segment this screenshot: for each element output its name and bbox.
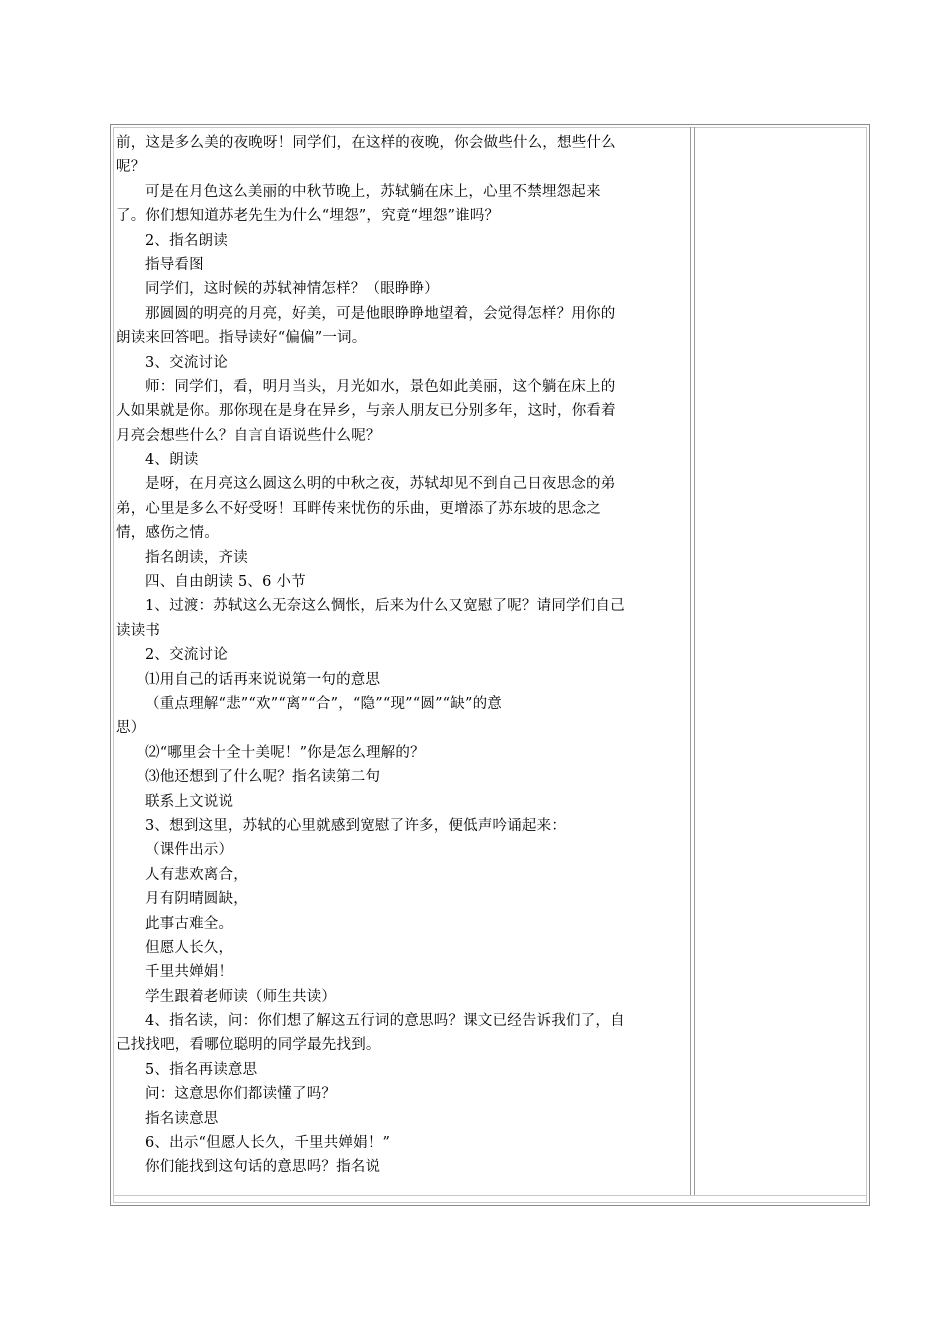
text-line: 6、出示“但愿人长久，千里共婵娟！”: [145, 1135, 391, 1152]
table-bottom-rule: [113, 1195, 867, 1196]
text-line: 问：这意思你们都读懂了吗？: [145, 1086, 337, 1103]
text-line: ⑶他还想到了什么呢？指名读第二句: [145, 769, 381, 786]
text-line: 你们能找到这句话的意思吗？指名说: [145, 1159, 381, 1176]
text-line: 5、指名再读意思: [145, 1061, 258, 1078]
text-line: 此事古难全。: [145, 915, 234, 932]
text-line: ⑴用自己的话再来说说第一句的意思: [145, 671, 381, 688]
text-line: 3、交流讨论: [145, 354, 228, 371]
text-line: 己找找吧，看哪位聪明的同学最先找到。: [116, 1037, 381, 1054]
text-line: 思）: [116, 720, 146, 737]
text-line: 朗读来回答吧。指导读好“偏偏”一词。: [116, 330, 367, 347]
text-line: 4、朗读: [145, 452, 199, 469]
text-line: 前，这是多么美的夜晚呀！同学们，在这样的夜晚，你会做些什么，想些什么: [116, 135, 616, 151]
text-line: 人如果就是你。那你现在是身在异乡，与亲人朋友已分别多年，这时，你看着: [116, 403, 616, 420]
text-line: 四、自由朗读 5、6 小节: [145, 574, 306, 591]
text-line: 呢？: [116, 159, 146, 176]
text-line: （重点理解“悲”“欢”“离”“合”，“隐”“现”“圆”“缺”的意: [145, 695, 503, 712]
text-line: 1、过渡：苏轼这么无奈这么惆怅，后来为什么又宽慰了呢？请同学们自己: [145, 598, 625, 615]
text-line: 情，感伤之情。: [116, 525, 219, 542]
text-line: 3、想到这里，苏轼的心里就感到宽慰了许多，便低声吟诵起来：: [145, 817, 567, 834]
text-line: 4、指名读，问：你们想了解这五行词的意思吗？课文已经告诉我们了，自: [145, 1013, 625, 1030]
text-line: 师：同学们，看，明月当头，月光如水，景色如此美丽，这个躺在床上的: [145, 378, 616, 395]
text-line: 人有悲欢离合，: [145, 866, 248, 883]
text-line: ⑵“哪里会十全十美呢！”你是怎么理解的？: [145, 744, 425, 761]
notes-cell: [695, 127, 867, 1195]
text-line: 月有阴晴圆缺，: [145, 891, 248, 908]
text-line: 2、指名朗读: [145, 232, 228, 249]
text-line: 2、交流讨论: [145, 647, 228, 664]
text-line: 同学们，这时候的苏轼神情怎样？（眼睁睁）: [145, 281, 439, 298]
text-line: 联系上文说说: [145, 793, 234, 810]
text-line: 千里共婵娟！: [145, 964, 234, 981]
text-line: 但愿人长久，: [145, 939, 234, 956]
text-line: 了。你们想知道苏老先生为什么“埋怨”，究竟“埋怨”谁吗？: [116, 208, 500, 225]
text-line: 可是在月色这么美丽的中秋节晚上，苏轼躺在床上，心里不禁埋怨起来: [145, 183, 601, 200]
text-line: 读读书: [116, 622, 161, 639]
text-line: （课件出示）: [145, 842, 234, 859]
text-line: 那圆圆的明亮的月亮，好美，可是他眼睁睁地望着，会觉得怎样？用你的: [145, 305, 616, 322]
text-line: 月亮会想些什么？自言自语说些什么呢？: [116, 427, 381, 444]
text-line: 是呀，在月亮这么圆这么明的中秋之夜，苏轼却见不到自己日夜思念的弟: [145, 476, 616, 493]
text-line: 学生跟着老师读（师生共读）: [145, 988, 337, 1005]
text-line: 指导看图: [145, 256, 204, 273]
text-line: 指名朗读，齐读: [145, 549, 248, 566]
text-line: 指名读意思: [145, 1110, 219, 1127]
lesson-text: [116, 131, 690, 1180]
text-line: 弟，心里是多么不好受呀！耳畔传来忧伤的乐曲，更增添了苏东坡的思念之: [116, 500, 602, 517]
